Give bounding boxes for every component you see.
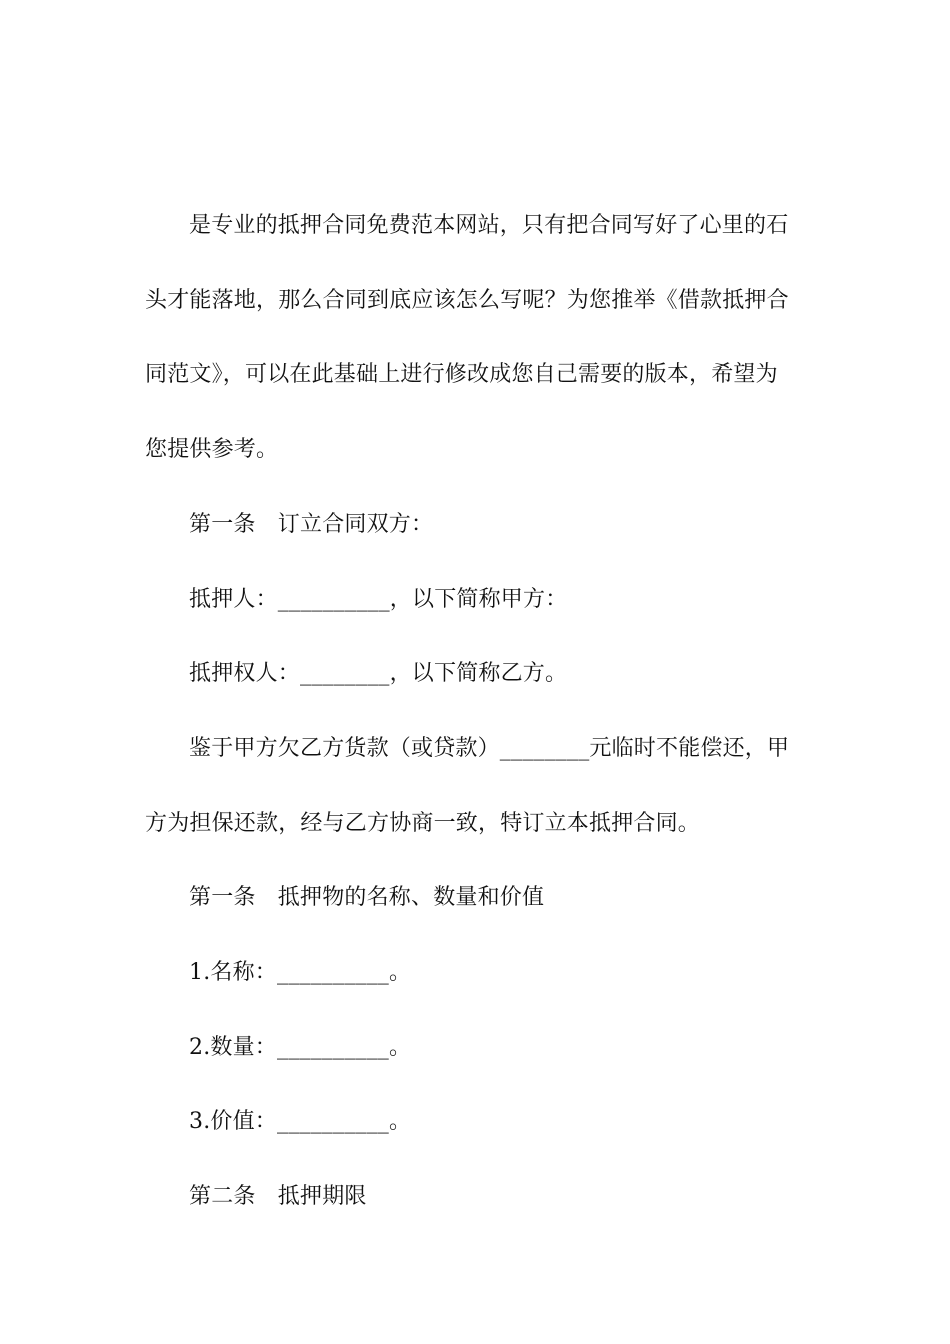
intro-line-3: 同范文》，可以在此基础上进行修改成您自己需要的版本，希望为 — [145, 362, 778, 387]
item-value: 3.价值：__________。 — [189, 1109, 412, 1134]
mortgagee-line: 抵押权人：________，以下简称乙方。 — [189, 661, 568, 686]
preamble-line-1: 鉴于甲方欠乙方货款（或贷款）________元临时不能偿还，甲 — [189, 736, 790, 761]
article-1b-title: 第一条 抵押物的名称、数量和价值 — [189, 885, 545, 910]
item-name: 1.名称：__________。 — [189, 960, 412, 985]
intro-line-2: 头才能落地，那么合同到底应该怎么写呢？为您推举《借款抵押合 — [145, 288, 789, 313]
article-1-title: 第一条 订立合同双方： — [189, 512, 434, 537]
intro-line-1: 是专业的抵押合同免费范本网站，只有把合同写好了心里的石 — [189, 213, 789, 238]
article-2-title: 第二条 抵押期限 — [189, 1184, 367, 1209]
intro-line-4: 您提供参考。 — [145, 437, 279, 462]
preamble-line-2: 方为担保还款，经与乙方协商一致，特订立本抵押合同。 — [145, 811, 701, 836]
item-quantity: 2.数量：__________。 — [189, 1035, 412, 1060]
mortgagor-line: 抵押人：__________，以下简称甲方： — [189, 587, 568, 612]
